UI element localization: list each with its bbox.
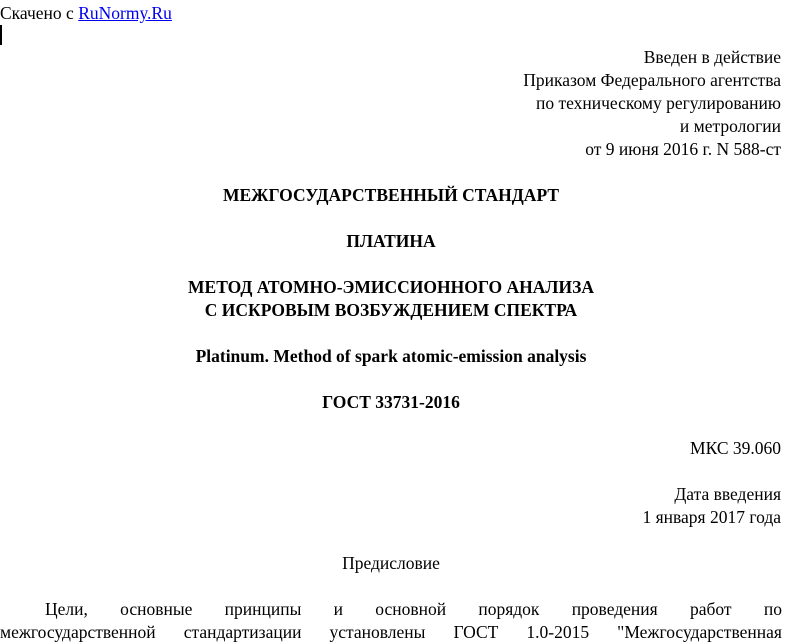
preface-word: основные [120,599,193,619]
introduction-date-label: Дата введения [674,484,781,504]
enactment-line-2: Приказом Федерального агентства [523,70,781,90]
enactment-line-4: и метрологии [679,116,781,136]
subject-heading: ПЛАТИНА [346,231,436,251]
download-source-label: Скачено с [0,3,74,23]
preface-word: "Межгосударственная [617,622,782,642]
enactment-line-1: Введен в действие [643,47,781,67]
preface-word: порядок [478,599,540,619]
preface-word: межгосударственной [0,622,156,642]
text-caret [0,25,2,45]
preface-word: и [333,599,343,619]
preface-word: стандартизации [183,622,302,642]
enactment-line-3: по техническому регулированию [535,93,781,113]
preface-word: установлены [329,622,426,642]
preface-word: проведения [571,599,658,619]
source-link[interactable]: RuNormy.Ru [78,3,172,23]
standard-type-heading: МЕЖГОСУДАРСТВЕННЫЙ СТАНДАРТ [222,185,560,205]
preface-word: ГОСТ [453,622,499,642]
preface-word: 1.0-2015 [526,622,590,642]
preface-word: принципы [224,599,302,619]
method-heading-line-2: С ИСКРОВЫМ ВОЗБУЖДЕНИЕМ СПЕКТРА [204,300,578,320]
preface-word: Цели, [45,599,88,619]
preface-paragraph-line-1 [0,598,782,620]
preface-word: основной [375,599,447,619]
mks-code: МКС 39.060 [690,438,781,458]
preface-paragraph-line-2 [0,621,782,643]
introduction-date: 1 января 2017 года [642,507,781,527]
download-source [0,2,172,24]
method-heading-line-1: МЕТОД АТОМНО-ЭМИССИОННОГО АНАЛИЗА [188,277,594,297]
preface-heading: Предисловие [342,553,440,573]
enactment-line-5: от 9 июня 2016 г. N 588-ст [585,139,781,159]
gost-number: ГОСТ 33731-2016 [322,392,460,412]
english-title: Platinum. Method of spark atomic-emission analysis [195,346,587,366]
preface-word: по [763,599,782,619]
preface-word: работ [689,599,732,619]
